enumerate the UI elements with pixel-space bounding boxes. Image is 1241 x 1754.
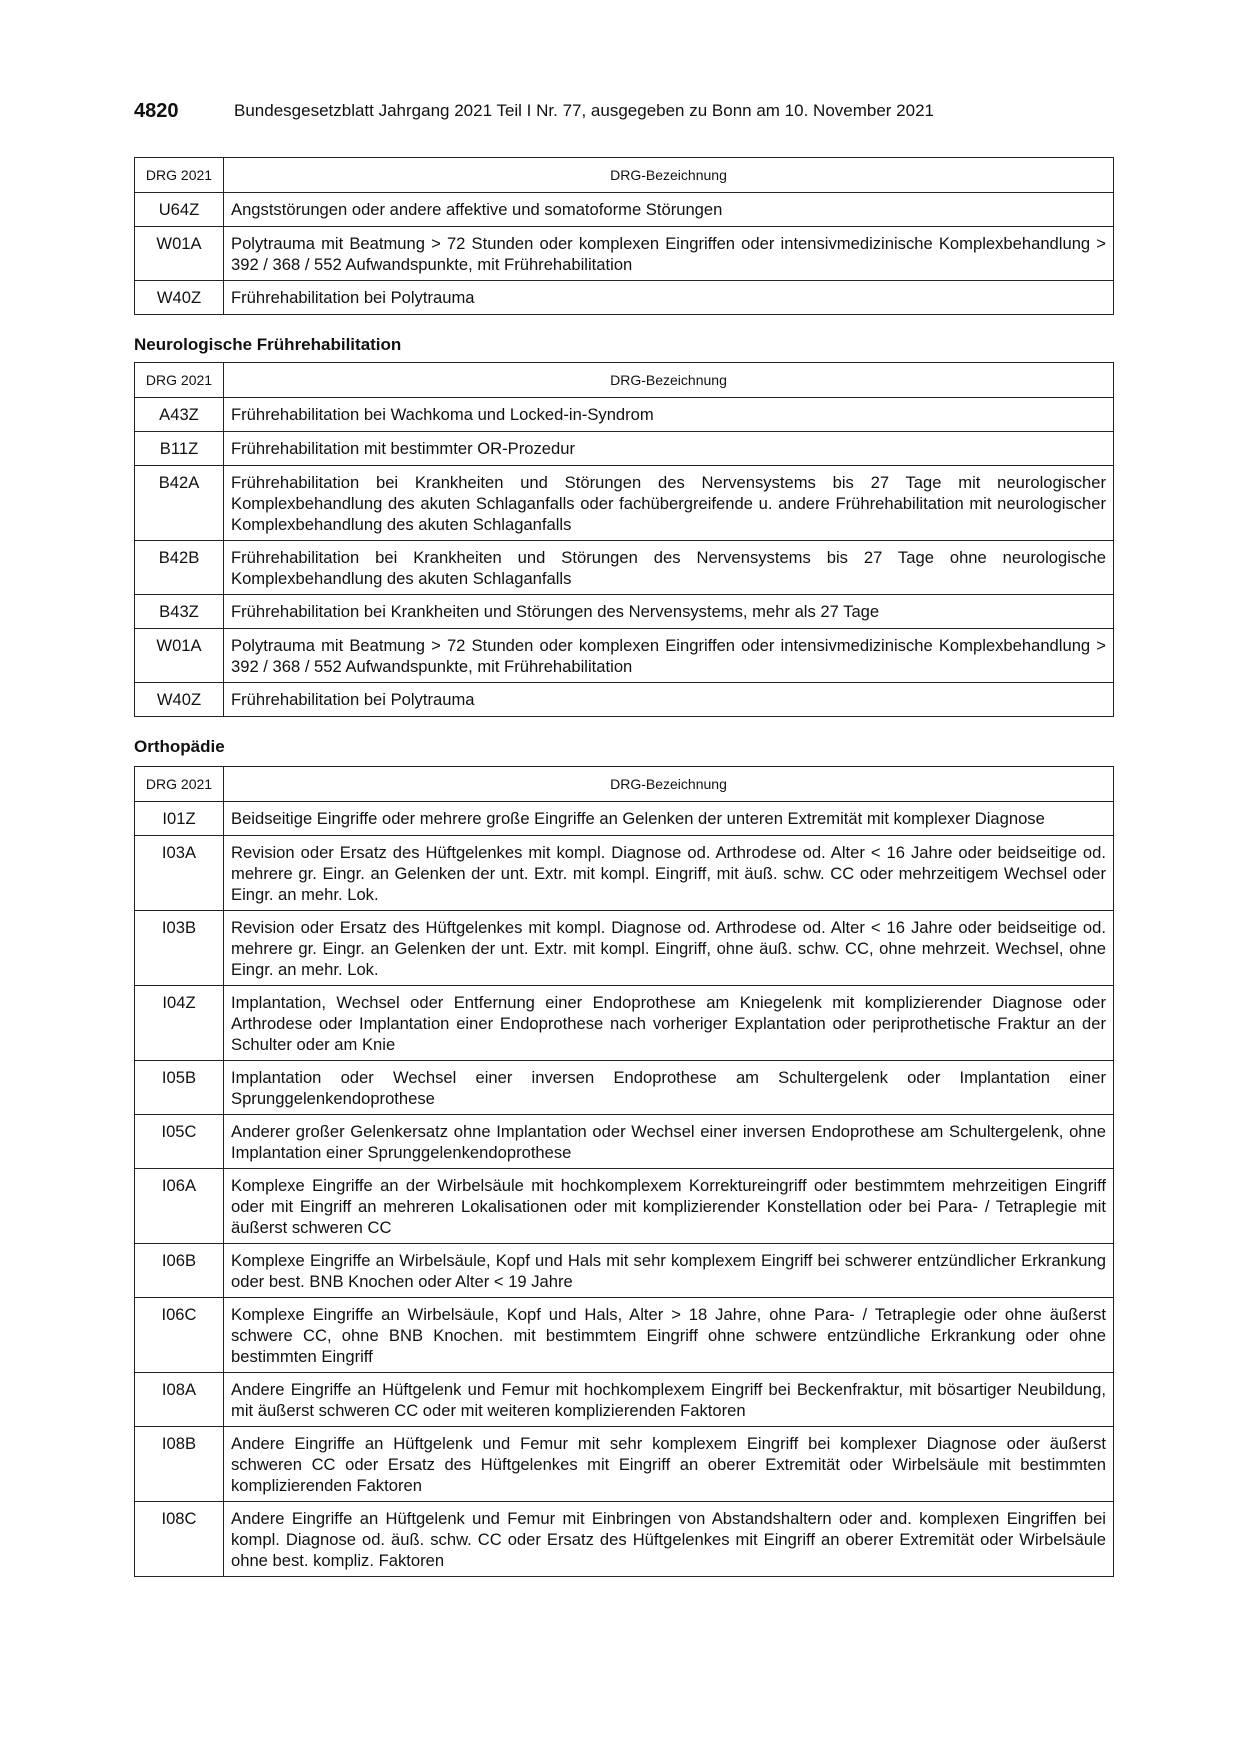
table-row [135,802,1114,836]
drg-description-cell: Komplexe Eingriffe an Wirbelsäule, Kopf und Hals, Alter > 18 Jahre, ohne Para- / Tetraplegie oder ohne äußerst schwere CC, ohne BNB Knochen. mit bestimmtem Eingriff ohne schwere entzündliche Erkrankung oder ohne bestimmten Eingriff [224,1298,1114,1373]
table-row [135,281,1114,315]
table-row [135,595,1114,629]
drg-description-cell: Angststörungen oder andere affektive und somatoforme Störungen [224,193,1114,227]
table-row [135,836,1114,911]
drg-code-cell: W01A [135,227,224,281]
drg-description-cell: Frührehabilitation bei Polytrauma [224,281,1114,315]
table-row [135,1115,1114,1169]
drg-code-cell: I03A [135,836,224,911]
table-row [135,629,1114,683]
column-header-description: DRG-Bezeichnung [224,767,1114,802]
drg-table-continued [134,157,1114,315]
drg-description-cell: Frührehabilitation bei Krankheiten und Störungen des Nervensystems bis 27 Tage ohne neurologische Komplexbehandlung des akuten Schlaganfalls [224,541,1114,595]
drg-code-cell: I06C [135,1298,224,1373]
drg-description-cell: Frührehabilitation mit bestimmter OR-Prozedur [224,432,1114,466]
drg-code-cell: W40Z [135,281,224,315]
table-row [135,432,1114,466]
table-row [135,1427,1114,1502]
drg-code-cell: B11Z [135,432,224,466]
drg-table-ortho [134,766,1114,1577]
drg-description-cell: Komplexe Eingriffe an Wirbelsäule, Kopf und Hals mit sehr komplexem Eingriff bei schwerer entzündlicher Erkrankung oder best. BNB Knochen oder Alter < 19 Jahre [224,1244,1114,1298]
drg-table-neuro [134,362,1114,717]
table-row [135,1298,1114,1373]
table-row [135,1244,1114,1298]
column-header-description: DRG-Bezeichnung [224,363,1114,398]
drg-description-cell: Implantation oder Wechsel einer inversen Endoprothese am Schultergelenk oder Implantation einer Sprunggelenkendoprothese [224,1061,1114,1115]
drg-code-cell: I06B [135,1244,224,1298]
table-row [135,911,1114,986]
drg-code-cell: W40Z [135,683,224,717]
drg-description-cell: Frührehabilitation bei Krankheiten und Störungen des Nervensystems, mehr als 27 Tage [224,595,1114,629]
table-row [135,986,1114,1061]
drg-description-cell: Frührehabilitation bei Wachkoma und Locked-in-Syndrom [224,398,1114,432]
page-header [134,100,1114,130]
drg-description-cell: Frührehabilitation bei Krankheiten und Störungen des Nervensystems bis 27 Tage mit neurologischer Komplexbehandlung des akuten Schlaganfalls oder fachübergreifende u. andere Frührehabilitation mit neurologischer Komplexbehandlung des akuten Schlaganfalls [224,466,1114,541]
section-heading-neuro: Neurologische Frührehabilitation [134,335,402,354]
table-row [135,1373,1114,1427]
table-row [135,398,1114,432]
table-row [135,683,1114,717]
drg-code-cell: I05B [135,1061,224,1115]
table-header-row [135,363,1114,398]
column-header-code: DRG 2021 [135,767,224,802]
drg-code-cell: I06A [135,1169,224,1244]
drg-description-cell: Anderer großer Gelenkersatz ohne Implantation oder Wechsel einer inversen Endoprothese am Schultergelenk, ohne Implantation einer Sprunggelenkendoprothese [224,1115,1114,1169]
table-row [135,193,1114,227]
table-row [135,1061,1114,1115]
drg-description-cell: Polytrauma mit Beatmung > 72 Stunden oder komplexen Eingriffen oder intensivmedizinische Komplexbehandlung > 392 / 368 / 552 Aufwandspunkte, mit Frührehabilitation [224,629,1114,683]
drg-description-cell: Andere Eingriffe an Hüftgelenk und Femur mit hochkomplexem Eingriff bei Beckenfraktur, mit bösartiger Neubildung, mit äußerst schweren CC oder mit weiteren komplizierenden Faktoren [224,1373,1114,1427]
drg-description-cell: Implantation, Wechsel oder Entfernung einer Endoprothese am Kniegelenk mit komplizierender Diagnose oder Arthrodese oder Implantation einer Endoprothese nach vorheriger Explantation oder periprothetische Fraktur an der Schulter oder am Knie [224,986,1114,1061]
drg-description-cell: Komplexe Eingriffe an der Wirbelsäule mit hochkomplexem Korrektureingriff oder bestimmtem mehrzeitigen Eingriff oder mit Eingriff an mehreren Lokalisationen oder mit komplizierender Konstellation oder bei Para- / Tetraplegie mit äußerst schweren CC [224,1169,1114,1244]
drg-code-cell: B42B [135,541,224,595]
drg-code-cell: A43Z [135,398,224,432]
table-row [135,227,1114,281]
drg-code-cell: I04Z [135,986,224,1061]
column-header-code: DRG 2021 [135,158,224,193]
drg-code-cell: U64Z [135,193,224,227]
drg-code-cell: B43Z [135,595,224,629]
section-heading-ortho: Orthopädie [134,737,225,756]
running-head: Bundesgesetzblatt Jahrgang 2021 Teil I Nr. 77, ausgegeben zu Bonn am 10. November 2021 [234,101,934,120]
drg-code-cell: I08B [135,1427,224,1502]
drg-description-cell: Beidseitige Eingriffe oder mehrere große Eingriffe an Gelenken der unteren Extremität mit komplexer Diagnose [224,802,1114,836]
drg-description-cell: Revision oder Ersatz des Hüftgelenkes mit kompl. Diagnose od. Arthrodese od. Alter < 16 Jahre oder beidseitige od. mehrere gr. Eingr. an Gelenken der unt. Extr. mit kompl. Eingriff, ohne äuß. schw. CC, ohne mehrzeit. Wechsel, ohne Eingr. an mehr. Lok. [224,911,1114,986]
table-header-row [135,767,1114,802]
drg-code-cell: I08C [135,1502,224,1577]
table-row [135,541,1114,595]
drg-description-cell: Frührehabilitation bei Polytrauma [224,683,1114,717]
drg-code-cell: I08A [135,1373,224,1427]
table-row [135,466,1114,541]
table-header-row [135,158,1114,193]
drg-code-cell: I03B [135,911,224,986]
drg-code-cell: I01Z [135,802,224,836]
page-number: 4820 [134,100,179,122]
drg-description-cell: Andere Eingriffe an Hüftgelenk und Femur mit Einbringen von Abstandshaltern oder and. komplexen Eingriffen bei kompl. Diagnose od. äuß. schw. CC oder Ersatz des Hüftgelenkes mit Eingriff an oberer Extremität oder Wirbelsäule ohne best. kompliz. Faktoren [224,1502,1114,1577]
table-row [135,1502,1114,1577]
table-row [135,1169,1114,1244]
drg-code-cell: I05C [135,1115,224,1169]
column-header-description: DRG-Bezeichnung [224,158,1114,193]
drg-description-cell: Andere Eingriffe an Hüftgelenk und Femur mit sehr komplexem Eingriff bei komplexer Diagnose oder äußerst schweren CC oder Ersatz des Hüftgelenkes mit Eingriff an oberer Extremität oder Wirbelsäule mit bestimmten komplizierenden Faktoren [224,1427,1114,1502]
drg-description-cell: Polytrauma mit Beatmung > 72 Stunden oder komplexen Eingriffen oder intensivmedizinische Komplexbehandlung > 392 / 368 / 552 Aufwandspunkte, mit Frührehabilitation [224,227,1114,281]
drg-code-cell: B42A [135,466,224,541]
column-header-code: DRG 2021 [135,363,224,398]
drg-code-cell: W01A [135,629,224,683]
drg-description-cell: Revision oder Ersatz des Hüftgelenkes mit kompl. Diagnose od. Arthrodese od. Alter < 16 Jahre oder beidseitige od. mehrere gr. Eingr. an Gelenken der unt. Extr. mit kompl. Eingriff, mit äuß. schw. CC oder mehrzeitigem Wechsel oder Eingr. an mehr. Lok. [224,836,1114,911]
